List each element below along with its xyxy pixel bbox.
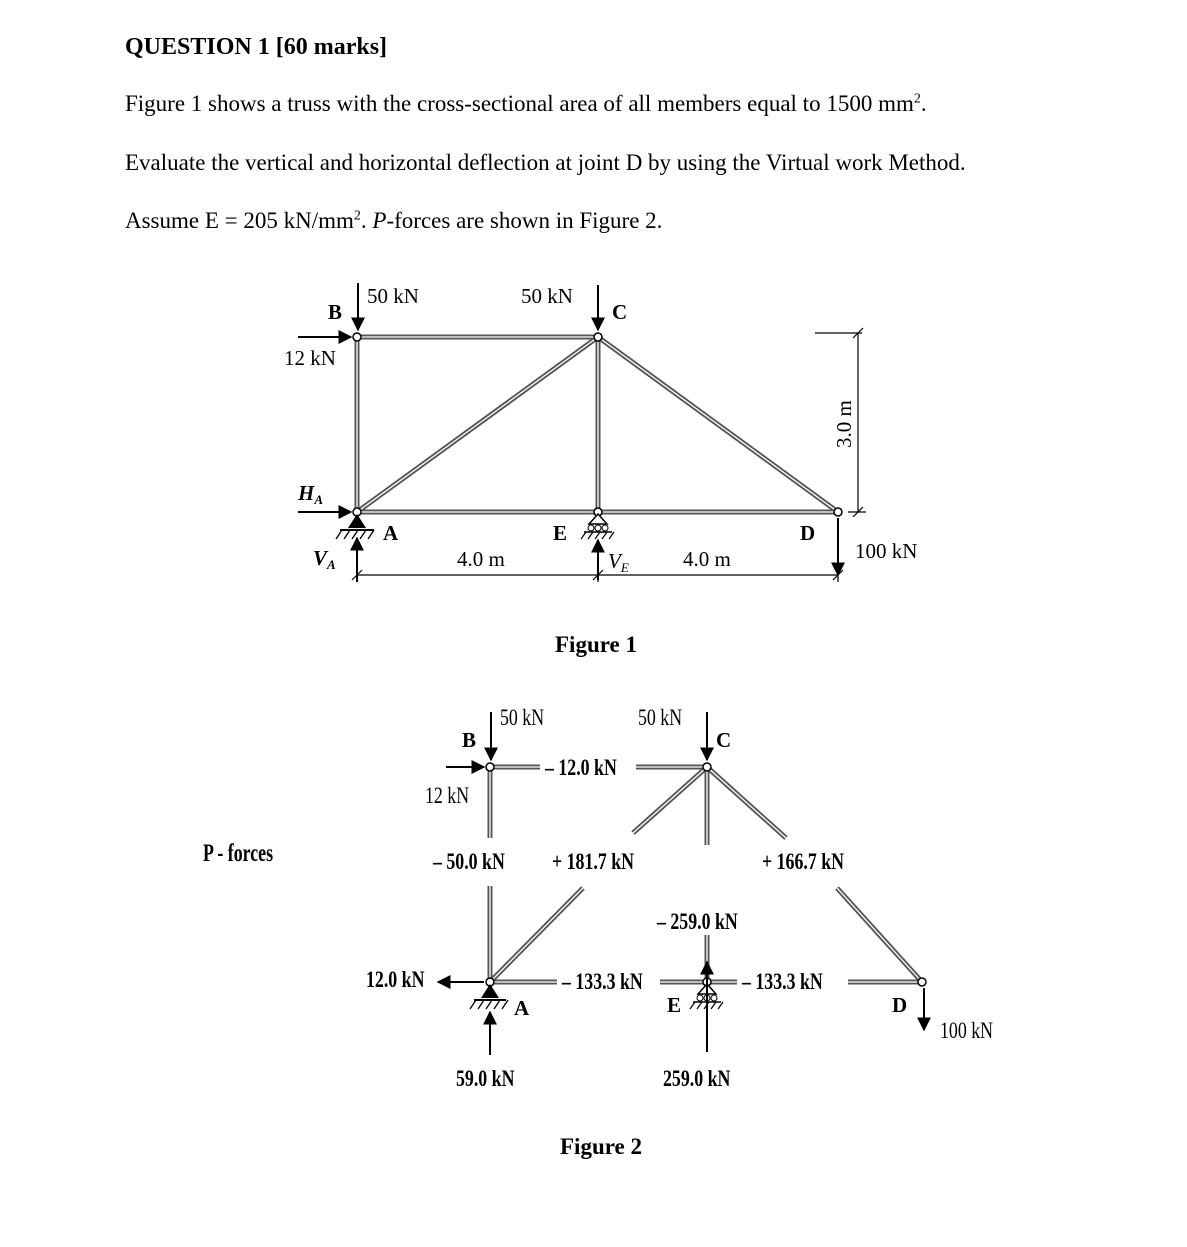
line1-superscript: 2 xyxy=(913,91,921,107)
figure-2 xyxy=(203,704,993,1159)
p-joint-d xyxy=(918,978,926,986)
line1-text: Figure 1 shows a truss with the cross-sectional area of all members equal to 1500 mm xyxy=(125,91,914,116)
figure-1-caption: Figure 1 xyxy=(555,632,637,657)
fig1-load-b-horizontal: 12 kN xyxy=(284,346,336,370)
line3-mid: . xyxy=(360,208,373,233)
fig2-reaction-a-horizontal: 12.0 kN xyxy=(366,965,425,993)
line3-superscript: 2 xyxy=(353,208,361,224)
fig1-reaction-va: VA xyxy=(313,546,336,572)
fig2-force-ab: – 50.0 kN xyxy=(433,847,505,875)
pin-support-a xyxy=(336,514,374,539)
fig2-node-d: D xyxy=(892,993,908,1017)
fig2-force-ce: – 259.0 kN xyxy=(657,907,738,935)
fig1-reaction-ha: HA xyxy=(298,481,324,507)
fig2-node-e: E xyxy=(667,993,682,1017)
joint-d xyxy=(834,508,842,516)
fig2-reaction-a-vertical: 59.0 kN xyxy=(456,1064,515,1092)
fig1-node-a: A xyxy=(383,521,399,545)
truss-member-highlights xyxy=(357,337,838,512)
fig2-node-b: B xyxy=(462,728,477,752)
dimension-lines xyxy=(352,328,866,582)
p-pin-support-a xyxy=(470,984,508,1009)
fig1-dim-height: 3.0 m xyxy=(832,400,856,448)
p-joint-b xyxy=(486,763,494,771)
roller-support-e xyxy=(581,514,614,539)
line3-italic-p: P xyxy=(372,208,387,233)
fig1-dim-ed: 4.0 m xyxy=(683,547,731,571)
fig2-force-cd: + 166.7 kN xyxy=(762,847,845,875)
fig1-dim-ae: 4.0 m xyxy=(457,547,505,571)
fig2-force-ac: + 181.7 kN xyxy=(552,847,635,875)
fig2-load-c-vertical: 50 kN xyxy=(638,703,683,731)
joint-b xyxy=(353,333,361,341)
joint-c xyxy=(594,333,602,341)
fig2-force-ed: – 133.3 kN xyxy=(742,967,823,995)
question-line-task: Evaluate the vertical and horizontal deflection at joint D by using the Virtual work Method. xyxy=(125,150,966,175)
fig1-load-c-vertical: 50 kN xyxy=(521,284,573,308)
fig2-reaction-e-vertical: 259.0 kN xyxy=(663,1064,731,1092)
fig2-force-ae: – 133.3 kN xyxy=(562,967,643,995)
line1-end: . xyxy=(920,91,927,116)
fig2-node-c: C xyxy=(716,728,732,752)
question-heading: QUESTION 1 [60 marks] xyxy=(125,34,388,60)
p-side-label: P - forces xyxy=(203,839,274,867)
fig1-load-d-vertical: 100 kN xyxy=(855,539,918,563)
fig1-node-e: E xyxy=(553,521,568,545)
p-joint-c xyxy=(703,763,711,771)
fig1-node-d: D xyxy=(800,521,816,545)
fig1-node-b: B xyxy=(328,300,343,324)
figure-1 xyxy=(284,283,917,657)
fig2-load-d-vertical: 100 kN xyxy=(940,1016,994,1044)
fig2-load-b-vertical: 50 kN xyxy=(500,703,545,731)
line3-end: -forces are shown in Figure 2. xyxy=(386,208,663,233)
fig2-force-bc: – 12.0 kN xyxy=(545,753,617,781)
fig1-node-c: C xyxy=(612,300,628,324)
line3-text: Assume E = 205 kN/mm xyxy=(125,208,354,233)
fig1-reaction-ve: VE xyxy=(608,549,629,575)
fig2-node-a: A xyxy=(514,996,530,1020)
fig1-load-b-vertical: 50 kN xyxy=(367,284,419,308)
figure-2-caption: Figure 2 xyxy=(560,1134,642,1159)
fig2-load-b-horizontal: 12 kN xyxy=(425,781,470,809)
